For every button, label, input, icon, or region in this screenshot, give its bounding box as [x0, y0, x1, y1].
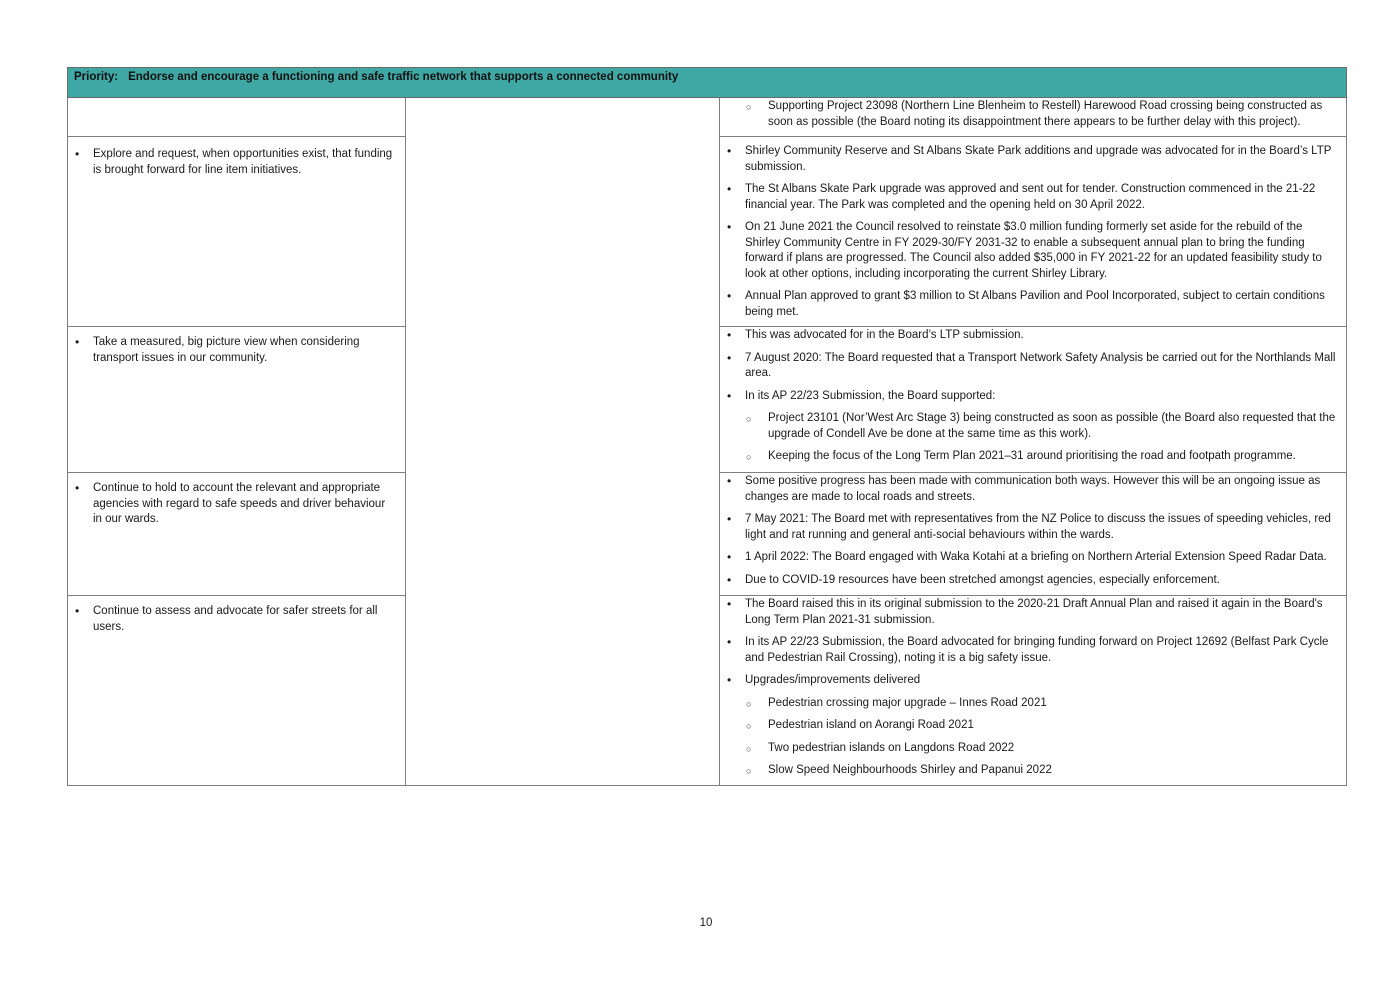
- progress-cell: [720, 137, 1347, 327]
- priority-label: Priority:: [74, 71, 119, 83]
- list-item: • 7 May 2021: The Board met with representatives from the NZ Police to discuss the issues of speeding vehicles, red light and rat running and general anti-social behaviours within the wards.: [720, 512, 1340, 543]
- list-item: ○ Keeping the focus of the Long Term Plan 2021–31 around prioritising the road and footpath programme.: [720, 449, 1340, 465]
- progress-cell: [720, 473, 1347, 596]
- list-item: • On 21 June 2021 the Council resolved to reinstate $3.0 million funding formerly set aside for the rebuild of the Shirley Community Centre in FY 2029-30/FY 2031-32 to enable a subsequent annual plan to bring the funding forward if plans are progressed. The Council also added $35,000 in FY 2021-22 for an updated feasibility study to look at other options, including incorporating the current Shirley Library.: [720, 220, 1340, 282]
- list-item: • 1 April 2022: The Board engaged with Waka Kotahi at a briefing on Northern Arterial Extension Speed Radar Data.: [720, 550, 1340, 566]
- progress-cell: [720, 596, 1347, 786]
- list-item: • This was advocated for in the Board’s LTP submission.: [720, 328, 1340, 344]
- list-item: • Some positive progress has been made with communication both ways. However this will be an ongoing issue as changes are made to local roads and streets.: [720, 474, 1340, 505]
- progress-cell: [720, 327, 1347, 473]
- list-item: ○ Slow Speed Neighbourhoods Shirley and Papanui 2022: [720, 763, 1340, 779]
- list-item: ○ Pedestrian island on Aorangi Road 2021: [720, 718, 1340, 734]
- list-item: • The St Albans Skate Park upgrade was approved and sent out for tender. Construction commenced in the 21-22 financial year. The Park was completed and the opening held on 30 April 2022.: [720, 182, 1340, 213]
- objective-item: • Continue to hold to account the relevant and appropriate agencies with regard to safe speeds and driver behaviour in our wards.: [68, 481, 395, 528]
- priority-text: Endorse and encourage a functioning and safe traffic network that supports a connected community: [128, 71, 679, 83]
- list-item: ○ Project 23101 (Nor’West Arc Stage 3) being constructed as soon as possible (the Board also requested that the upgrade of Condell Ave be done at the same time as this work).: [720, 411, 1340, 442]
- page-number: 10: [699, 917, 713, 929]
- list-item: ○ Pedestrian crossing major upgrade – Innes Road 2021: [720, 696, 1340, 712]
- list-item: • In its AP 22/23 Submission, the Board supported:: [720, 389, 1340, 405]
- objective-item: • Continue to assess and advocate for safer streets for all users.: [68, 604, 395, 635]
- objective-item: • Explore and request, when opportunities exist, that funding is brought forward for line item initiatives.: [68, 147, 395, 178]
- progress-cell: [720, 98, 1347, 137]
- list-item: • Shirley Community Reserve and St Albans Skate Park additions and upgrade was advocated for in the Board’s LTP submission.: [720, 144, 1340, 175]
- objective-cell: [68, 596, 406, 786]
- priority-header: [68, 68, 1347, 98]
- objective-cell: [68, 137, 406, 327]
- list-item: • Annual Plan approved to grant $3 million to St Albans Pavilion and Pool Incorporated, subject to certain conditions being met.: [720, 289, 1340, 320]
- objective-cell-empty: [68, 98, 406, 137]
- list-item: • Upgrades/improvements delivered: [720, 673, 1340, 689]
- list-item: • The Board raised this in its original submission to the 2020-21 Draft Annual Plan and raised it again in the Board's Long Term Plan 2021-31 submission.: [720, 597, 1340, 628]
- objective-item: • Take a measured, big picture view when considering transport issues in our community.: [68, 335, 395, 366]
- middle-column-cell: [406, 98, 720, 786]
- list-item: • 7 August 2020: The Board requested that a Transport Network Safety Analysis be carried out for the Northlands Mall area.: [720, 351, 1340, 382]
- list-item: • Due to COVID-19 resources have been stretched amongst agencies, especially enforcement.: [720, 573, 1340, 589]
- table-row: [68, 98, 1347, 137]
- list-item: ○ Two pedestrian islands on Langdons Road 2022: [720, 741, 1340, 757]
- objective-cell: [68, 473, 406, 596]
- list-item: ○ Supporting Project 23098 (Northern Line Blenheim to Restell) Harewood Road crossing being constructed as soon as possible (the Board noting its disappointment there appears to be further delay with this project).: [720, 99, 1340, 130]
- list-item: • In its AP 22/23 Submission, the Board advocated for bringing funding forward on Project 12692 (Belfast Park Cycle and Pedestrian Rail Crossing), noting it is a big safety issue.: [720, 635, 1340, 666]
- priority-header-row: [68, 68, 1347, 98]
- objective-cell: [68, 327, 406, 473]
- priority-table: [67, 67, 1347, 786]
